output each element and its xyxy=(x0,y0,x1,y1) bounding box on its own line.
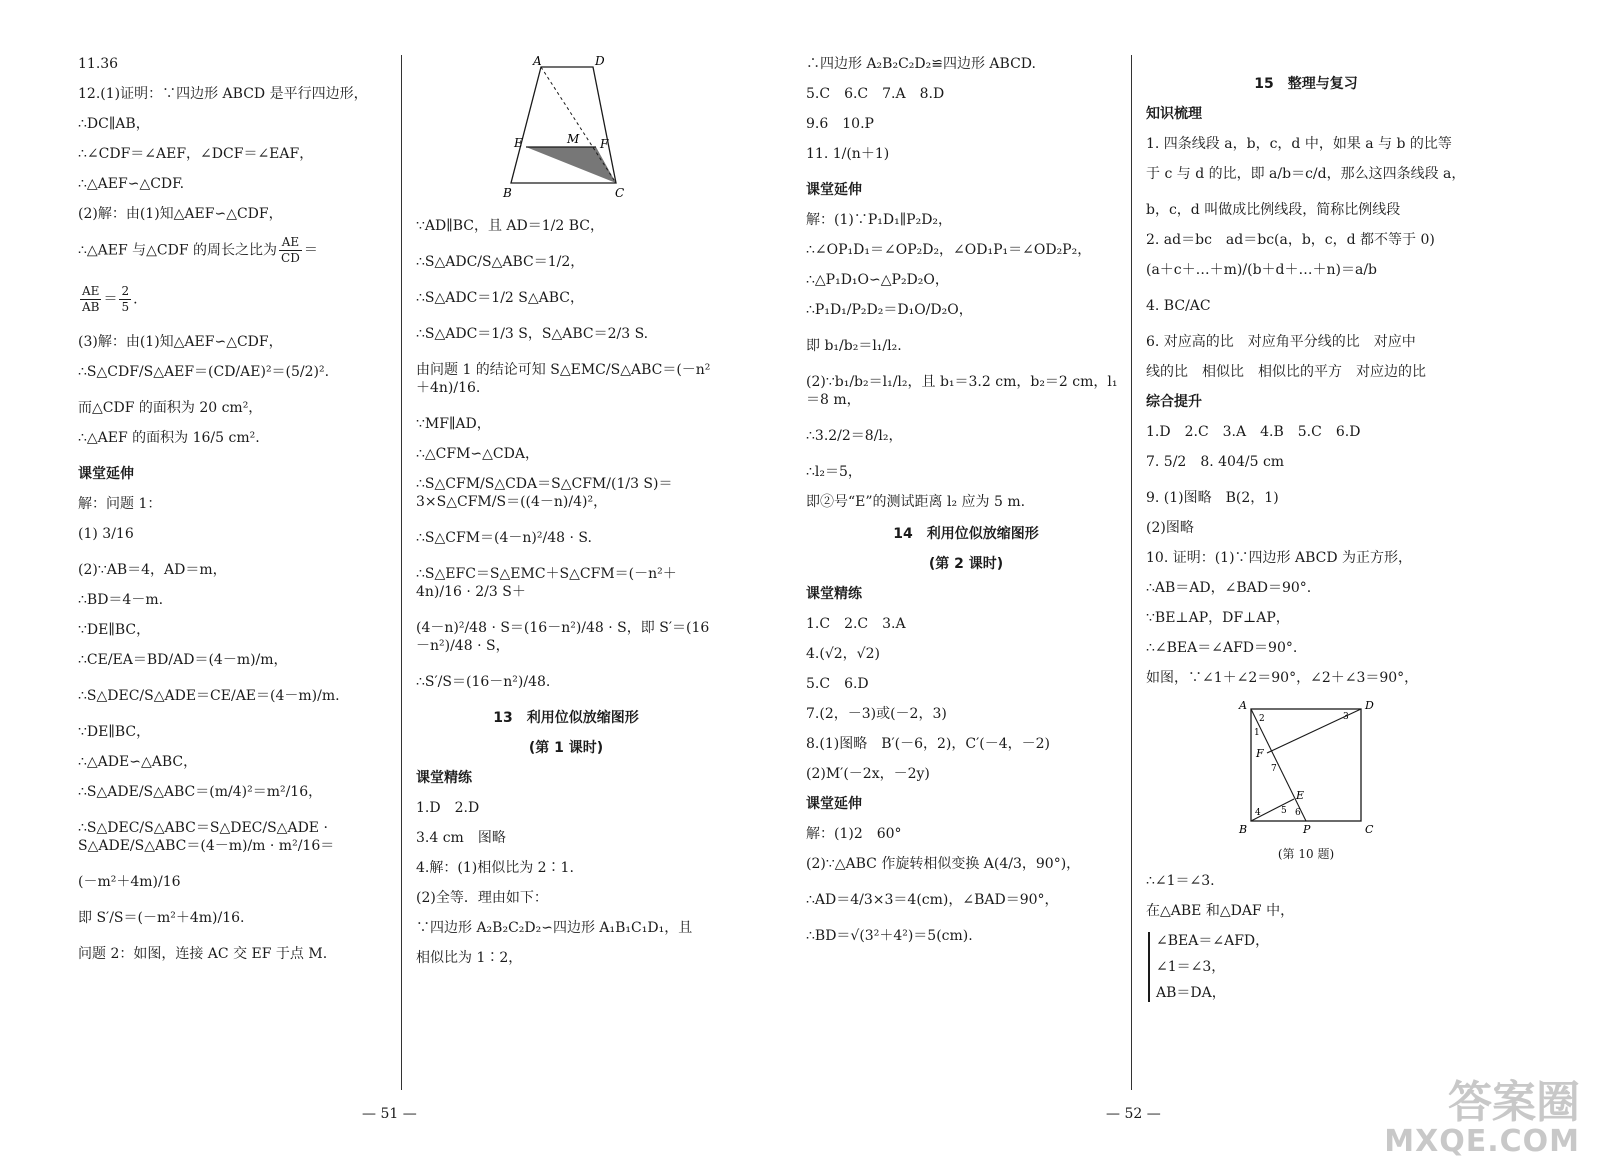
text-line: 12.(1)证明：∵四边形 ABCD 是平行四边形， xyxy=(78,86,368,102)
text-line: 6. 对应高的比 对应角平分线的比 对应中 xyxy=(1146,334,1416,350)
angle-3: 3 xyxy=(1343,712,1349,722)
text-line: 10. 证明：(1)∵四边形 ABCD 为正方形， xyxy=(1146,550,1413,566)
text-line: (2)解：由(1)知△AEF∽△CDF， xyxy=(78,206,283,222)
column-3 xyxy=(806,55,1126,957)
section-heading: 知识梳理 xyxy=(1146,106,1202,122)
label-p: P xyxy=(1303,823,1311,836)
text-line: (－m²＋4m)/16 xyxy=(78,874,181,890)
text-line: ∠1＝∠3， xyxy=(1156,959,1226,975)
section-subtitle: (第 2 课时) xyxy=(928,556,1004,572)
label-e: E xyxy=(514,136,523,150)
text-line: 11.36 xyxy=(78,56,119,72)
text-line: ∴S△EFC＝S△EMC＋S△CFM＝(－n²＋4n)/16 · 2/3 S＋ xyxy=(416,566,677,600)
label-e: E xyxy=(1296,789,1305,802)
text-line: 解：(1)2 60° xyxy=(806,826,902,842)
text-line: ∴AB＝AD，∠BAD＝90°. xyxy=(1146,580,1312,596)
page-number-right: — 52 — xyxy=(1106,1106,1161,1122)
text-line: 3.4 cm 图略 xyxy=(416,830,506,846)
text-line: 相似比为 1∶2， xyxy=(416,950,523,966)
page-number-left: — 51 — xyxy=(362,1106,417,1122)
column-4 xyxy=(1146,55,1466,1002)
text-line: ∴CE/EA＝BD/AD＝(4－m)/m， xyxy=(78,652,288,668)
text-line: ∴S△ADC＝1/3 S，S△ABC＝2/3 S. xyxy=(416,326,649,342)
text-line: 即②号“E”的测试距离 l₂ 应为 5 m. xyxy=(806,494,1026,510)
section-heading: 综合提升 xyxy=(1146,394,1202,410)
section-title: 13 利用位似放缩图形 xyxy=(493,710,639,726)
text-line: 而△CDF 的面积为 20 cm²， xyxy=(78,400,263,416)
text-line: ∴DC∥AB， xyxy=(78,116,150,132)
text-line: (4－n)²/48 · S＝(16－n²)/48 · S，即 S′＝(16－n²)/48 · S， xyxy=(416,620,710,654)
text-line: 即 b₁/b₂＝l₁/l₂. xyxy=(806,338,902,354)
text-line: 线的比 相似比 相似比的平方 对应边的比 xyxy=(1146,364,1426,380)
text-line: 5.C 6.C 7.A 8.D xyxy=(806,86,945,102)
text-line: 9. (1)图略 B(2，1) xyxy=(1146,490,1279,506)
section-heading: 课堂延伸 xyxy=(78,466,134,482)
label-f: F xyxy=(1256,747,1264,760)
text-line: ∴AD＝4/3×3＝4(cm)，∠BAD＝90°， xyxy=(806,892,1059,908)
text-line: 1. 四条线段 a，b，c，d 中，如果 a 与 b 的比等 xyxy=(1146,136,1452,152)
label-a: A xyxy=(1239,699,1247,712)
text-line: (2)全等．理由如下： xyxy=(416,890,548,906)
angle-7: 7 xyxy=(1271,764,1277,774)
text-line: 1.D 2.D xyxy=(416,800,480,816)
label-c: C xyxy=(615,186,625,200)
text-line: ∵BE⊥AP，DF⊥AP， xyxy=(1146,610,1290,626)
text-line: (2)图略 xyxy=(1146,520,1194,536)
text-line: ∴△AEF 的面积为 16/5 cm². xyxy=(78,430,260,446)
column-2 xyxy=(416,55,716,979)
text-line: ∵AD∥BC，且 AD＝1/2 BC， xyxy=(416,218,604,234)
text-line: 4.(√2，√2) xyxy=(806,646,880,662)
text-line: b，c，d 叫做成比例线段，简称比例线段 xyxy=(1146,202,1401,218)
label-b: B xyxy=(503,186,512,200)
label-f: F xyxy=(600,137,609,151)
section-heading: 课堂精练 xyxy=(416,770,472,786)
text-line: ∴S△ADC＝1/2 S△ABC， xyxy=(416,290,585,306)
text-line: (2)∵AB＝4，AD＝m， xyxy=(78,562,227,578)
text-line: ∴S△DEC/S△ABC＝S△DEC/S△ADE · S△ADE/S△ABC＝(4－m)/m · m²/16＝ xyxy=(78,820,335,854)
square-figure xyxy=(1231,699,1381,839)
angle-4: 4 xyxy=(1255,808,1261,818)
text-line: 问题 2：如图，连接 AC 交 EF 于点 M. xyxy=(78,946,328,962)
segment-ap xyxy=(1251,709,1306,821)
label-a: A xyxy=(533,55,542,68)
label-d: D xyxy=(1365,699,1374,712)
text-line: ∴△CFM∽△CDA， xyxy=(416,446,539,462)
angle-1: 1 xyxy=(1254,728,1260,738)
text-line: ∴△ADE∽△ABC， xyxy=(78,754,198,770)
text-line: ∴S△ADE/S△ABC＝(m/4)²＝m²/16， xyxy=(78,784,323,800)
text-line: ∴四边形 A₂B₂C₂D₂≌四边形 ABCD. xyxy=(806,56,1036,72)
text-line: 即 S′/S＝(－m²＋4m)/16. xyxy=(78,910,245,926)
text-line: 如图，∵∠1＋∠2＝90°，∠2＋∠3＝90°， xyxy=(1146,670,1419,686)
label-d: D xyxy=(595,55,605,68)
shaded-triangle-efc xyxy=(526,147,616,183)
watermark-bottom: MXQE.COM xyxy=(1384,1124,1580,1159)
text-line: ∵DE∥BC， xyxy=(78,622,151,638)
trapezoid-figure xyxy=(481,55,651,205)
text-line: 于 c 与 d 的比，即 a/b＝c/d，那么这四条线段 a， xyxy=(1146,166,1466,182)
text-line: ∵四边形 A₂B₂C₂D₂∽四边形 A₁B₁C₁D₁，且 xyxy=(416,920,693,936)
text-line: 4.解：(1)相似比为 2∶1. xyxy=(416,860,574,876)
label-c: C xyxy=(1365,823,1374,836)
text-line: ∴P₁D₁/P₂D₂＝D₁O/D₂O， xyxy=(806,302,973,318)
text-line: ∴BD＝√(3²＋4²)＝5(cm). xyxy=(806,928,973,944)
text-line: 7.(2，－3)或(－2，3) xyxy=(806,706,947,722)
column-1 xyxy=(78,55,396,975)
section-heading: 课堂延伸 xyxy=(806,796,862,812)
text-line: ∴∠BEA＝∠AFD＝90°. xyxy=(1146,640,1298,656)
text-line: (a＋c＋…＋m)/(b＋d＋…＋n)＝a/b xyxy=(1146,262,1377,278)
column-divider xyxy=(401,55,402,1090)
text-line: AB＝DA， xyxy=(1156,985,1226,1001)
text-line: 4. BC/AC xyxy=(1146,298,1211,314)
column-divider xyxy=(1131,55,1132,1090)
text-line: ∴S△DEC/S△ADE＝CE/AE＝(4－m)/m. xyxy=(78,688,340,704)
angle-2: 2 xyxy=(1259,714,1265,724)
equation-system xyxy=(1148,932,1466,1002)
text-line: ∴△AEF∽△CDF. xyxy=(78,176,185,192)
text-line: 1.C 2.C 3.A xyxy=(806,616,906,632)
label-b: B xyxy=(1239,823,1248,836)
section-heading: 课堂精练 xyxy=(806,586,862,602)
text-line: 7. 5/2 8. 404/5 cm xyxy=(1146,454,1285,470)
section-title: 15 整理与复习 xyxy=(1254,76,1358,92)
text-line: 5.C 6.D xyxy=(806,676,869,692)
text-line: 11. 1/(n＋1) xyxy=(806,146,890,162)
text-line: ∴S△ADC/S△ABC＝1/2， xyxy=(416,254,585,270)
text-line: ∴S′/S＝(16－n²)/48. xyxy=(416,674,551,690)
text-line: ∵MF∥AD， xyxy=(416,416,491,432)
text-line: ∴△AEF 与△CDF 的周长之比为 $\frac{AE}{CD}$ ＝ xyxy=(78,235,318,265)
text-line: $\frac{AE}{AB}$ ＝ $\frac{2}{5}$ . xyxy=(82,284,138,314)
text-line: (2)M′(－2x，－2y) xyxy=(806,766,930,782)
text-line: (3)解：由(1)知△AEF∽△CDF， xyxy=(78,334,283,350)
section-heading: 课堂延伸 xyxy=(806,182,862,198)
watermark-top: 答案圈 xyxy=(1448,1077,1580,1128)
text-line: 9.6 10.P xyxy=(806,116,874,132)
text-line: 8.(1)图略 B′(－6，2)，C′(－4，－2) xyxy=(806,736,1051,752)
text-line: 解：问题 1： xyxy=(78,496,162,512)
text-line: ∴S△CDF/S△AEF＝(CD/AE)²＝(5/2)². xyxy=(78,364,330,380)
text-line: 2. ad＝bc ad＝bc(a，b，c，d 都不等于 0) xyxy=(1146,232,1435,248)
text-line: ∠BEA＝∠AFD， xyxy=(1156,933,1270,949)
text-line: ∴∠CDF＝∠AEF，∠DCF＝∠EAF， xyxy=(78,146,314,162)
section-title: 14 利用位似放缩图形 xyxy=(893,526,1039,542)
text-line: ∴S△CFM/S△CDA＝S△CFM/(1/3 S)＝3×S△CFM/S＝((4－n)/4)²， xyxy=(416,476,673,510)
text-line: ∵DE∥BC， xyxy=(78,724,151,740)
figure-caption: (第 10 题) xyxy=(1277,847,1335,861)
text-line: (2)∵b₁/b₂＝l₁/l₂，且 b₁＝3.2 cm，b₂＝2 cm，l₁＝8 m， xyxy=(806,374,1118,408)
watermark xyxy=(1384,1077,1580,1159)
angle-5: 5 xyxy=(1281,806,1287,816)
text-line: ∴3.2/2＝8/l₂， xyxy=(806,428,903,444)
text-line: ∴l₂＝5， xyxy=(806,464,862,480)
text-line: 1.D 2.C 3.A 4.B 5.C 6.D xyxy=(1146,424,1361,440)
text-line: ∴BD＝4－m. xyxy=(78,592,164,608)
text-line: ∴△P₁D₁O∽△P₂D₂O， xyxy=(806,272,949,288)
text-line: 解：(1)∵P₁D₁∥P₂D₂， xyxy=(806,212,953,228)
text-line: 在△ABE 和△DAF 中， xyxy=(1146,903,1295,919)
label-m: M xyxy=(567,132,580,146)
text-line: ∴∠OP₁D₁＝∠OP₂D₂，∠OD₁P₁＝∠OD₂P₂， xyxy=(806,242,1092,258)
square-abcd xyxy=(1251,709,1361,821)
section-subtitle: (第 1 课时) xyxy=(528,740,604,756)
text-line: (1) 3/16 xyxy=(78,526,134,542)
angle-6: 6 xyxy=(1295,808,1301,818)
text-line: ∴∠1＝∠3. xyxy=(1146,873,1215,889)
text-line: (2)∵△ABC 作旋转相似变换 A(4/3，90°)， xyxy=(806,856,1081,872)
text-line: 由问题 1 的结论可知 S△EMC/S△ABC＝(－n²＋4n)/16. xyxy=(416,362,711,396)
text-line: ∴S△CFM＝(4－n)²/48 · S. xyxy=(416,530,592,546)
